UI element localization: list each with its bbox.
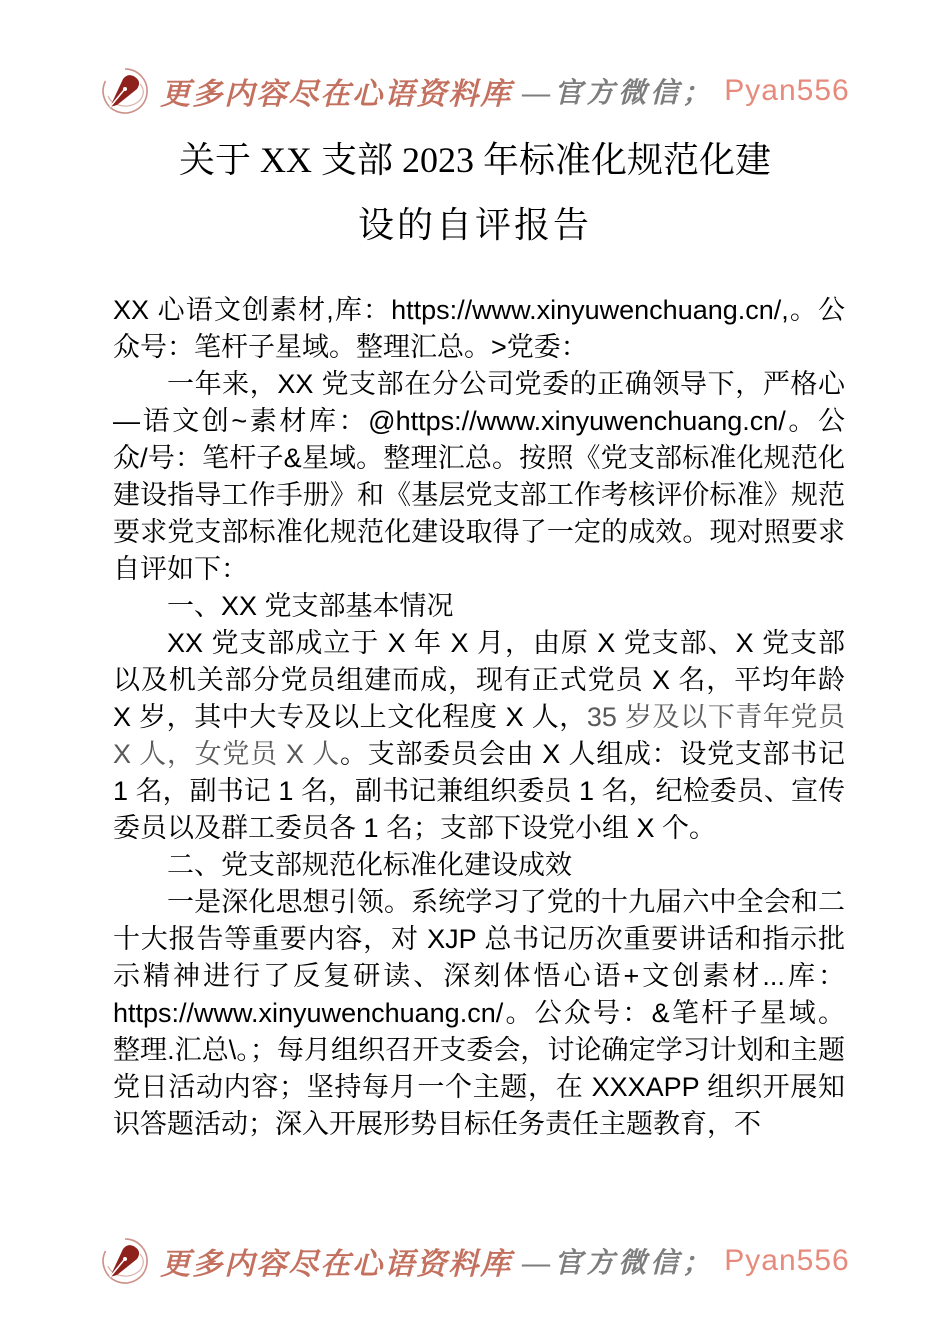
paragraph-intro bbox=[113, 292, 845, 366]
heading-text: 二、党支部规范化标准化建设成效 bbox=[167, 850, 572, 880]
watermark-main-text: 更多内容尽在心语资料库 bbox=[160, 78, 513, 111]
title-line-1: 关于 XX 支部 2023 年标准化规范化建 bbox=[179, 140, 771, 180]
header-watermark bbox=[0, 64, 950, 118]
gray-highlight-text: 35 岁及以下青年党员 X 人，女党员 X 人 bbox=[113, 702, 845, 769]
watermark-id-text: Pyan556 bbox=[724, 74, 850, 107]
paragraph-overview bbox=[113, 366, 845, 588]
paragraph-text: XX 党支部成立于 X 年 X 月，由原 X 党支部、X 党支部以及机关部分党员组建而成，现有正式党员 X 名，平均年龄 X 岁，其中大专及以上文化程度 X 人， bbox=[113, 628, 845, 732]
paragraph-basic-info bbox=[113, 625, 845, 847]
pen-nib-logo-icon bbox=[100, 66, 150, 116]
paragraph-text: XX 心语文创素材,库：https://www.xinyuwenchuang.cn/,。公众号：笔杆子星域。整理汇总。>党委： bbox=[113, 295, 845, 362]
heading-text: 一、XX 党支部基本情况 bbox=[167, 591, 454, 621]
document-body bbox=[113, 292, 845, 1143]
paragraph-achievements bbox=[113, 884, 845, 1143]
watermark-main-text: 更多内容尽在心语资料库 bbox=[160, 1248, 513, 1281]
watermark-wechat-text: —官方微信； bbox=[522, 1248, 715, 1279]
footer-watermark bbox=[0, 1234, 950, 1288]
paragraph-text: 一是深化思想引领。系统学习了党的十九届六中全会和二十大报告等重要内容，对 XJP 总书记历次重要讲话和指示批示精神进行了反复研读、深刻体悟心语+文创素材...库：https://www.xinyuwenchuang.cn/。公众号：&笔杆子星域。整理.汇总\。；每月组织召开支委会，讨论确定学习计划和主题党日活动内容；坚持每月一个主题，在 XXXAPP 组织开展知识答题活动；深入开展形势目标任务责任主题教育，不 bbox=[113, 887, 845, 1139]
watermark-id-text: Pyan556 bbox=[724, 1244, 850, 1277]
paragraph-text: 一年来，XX 党支部在分公司党委的正确领导下，严格心—语文创~素材库：@https://www.xinyuwenchuang.cn/。公众/号：笔杆子&星域。整理汇总。按照《党支部标准化规范化建设指导工作手册》和《基层党支部工作考核评价标准》规范要求党支部标准化规范化建设取得了一定的成效。现对照要求自评如下： bbox=[113, 369, 845, 584]
watermark-wechat-text: —官方微信； bbox=[522, 78, 715, 109]
pen-nib-logo-icon bbox=[100, 1236, 150, 1286]
paragraph-text: 。支部委员会由 X 人组成：设党支部书记 1 名，副书记 1 名，副书记兼组织委员 1 名，纪检委员、宣传委员以及群工委员各 1 名；支部下设党小组 X 个。 bbox=[113, 739, 845, 843]
title-line-2: 设的自评报告 bbox=[357, 205, 592, 245]
document-title bbox=[75, 128, 875, 258]
section-heading-1 bbox=[113, 588, 845, 625]
section-heading-2 bbox=[113, 847, 845, 884]
